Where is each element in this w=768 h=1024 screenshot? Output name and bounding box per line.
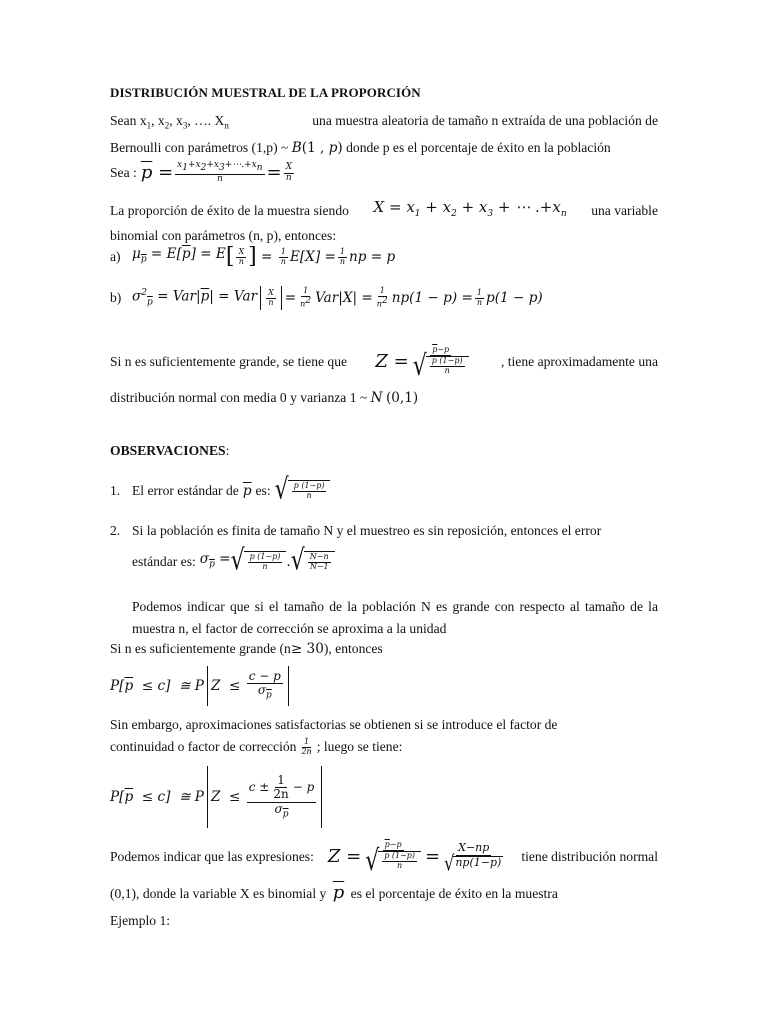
z-equivalence-formula: Z = $\overline{p}-p$ √ $\frac{p (1-p)}{n}$ = X−np √ np(1−p) xyxy=(327,840,502,878)
normal-line: distribución normal con media 0 y varianza 1 ~ N (0,1) xyxy=(110,390,419,406)
binomial-sum-formula: $X = x_1 + x_2 + x_3$ + ⋯ $.+x_n$ xyxy=(373,198,567,219)
item-a-mean: a) $\mu_{\overline{p}} = E[\overline{p}] = E$ [ $\frac{X}{n}$ ] = $\frac{1}{n}$ E[X] = $\frac{1}{n}$ np = p xyxy=(110,244,396,269)
expressions-line-2: (0,1), donde la variable X es binomial y $\overline{p}$ es el porcentaje de éxito en la muestra xyxy=(110,882,558,903)
finite-correction-formula: √ $\frac{p (1-p)}{n}$ xyxy=(231,551,287,574)
bernoulli-formula: B xyxy=(291,139,302,156)
probability-formula-1: $P[\overline{p} \le c]$ ≅ P Z ≤ $\frac{c - p}{\sigma_{\overline{p}}}$ xyxy=(110,664,658,708)
obs-item-2: 2. Si la población es finita de tamaño N y el muestreo es sin reposición, entonces el error estándar es: $\sigma_{\overline{p}}$ = √ $\frac{p (1-p)}{n}$ . √ $\frac{N-n}{N-1}$ Podemos indicar que si el tamaño de la población N es grande con respecto al tamaño de la muestra n, el factor de corrección se aproxima a la unidad xyxy=(110,520,658,640)
proportion-paragraph: La proporción de éxito de la muestra siendo $X = x_1 + x_2 + x_3$ + ⋯ $.+x_n$ una variable binomial con parámetros (n, p), entonces: xyxy=(110,198,658,243)
standard-error-formula: √ $\frac{p (1-p)}{n}$ xyxy=(275,480,331,503)
large-n-paragraph: Si n es suficientemente grande, se tiene que Z = $\overline{p}-p$ √ $\frac{p (1-p)}{n}$ , tiene aproximadamente una xyxy=(110,345,658,383)
continuity-paragraph: Sin embargo, aproximaciones satisfactorias se obtienen si se introduce el factor de continuidad o factor de corrección $\frac{1}{2n}$ ; luego se tiene: xyxy=(110,717,558,756)
intro-line-1: Sean $x_1$, $x_2$, $x_3$, …. $X_n$ una muestra aleatoria de tamaño n extraída de una población de xyxy=(110,110,658,137)
document-title: DISTRIBUCIÓN MUESTRAL DE LA PROPORCIÓN xyxy=(110,85,421,100)
intro-text-a: una muestra aleatoria de tamaño n extraída de una población de xyxy=(312,113,658,128)
expressions-paragraph: Podemos indicar que las expresiones: Z = $\overline{p}-p$ √ $\frac{p (1-p)}{n}$ = X−np √ np(1−p) tiene distribución normal xyxy=(110,840,658,878)
obs-item-1: 1. El error estándar de $\overline{p}$ es: √ $\frac{p (1-p)}{n}$ xyxy=(110,474,658,508)
observaciones-heading: OBSERVACIONES: xyxy=(110,443,230,458)
probability-formula-2: $P[\overline{p} \le c]$ ≅ P Z ≤ c ± $\frac{1}{2n}$ − p $\sigma_{\overline{p}}$ xyxy=(110,764,658,830)
intro-line-2: Bernoulli con parámetros (1,p) ~ B(1 , p) donde p es el porcentaje de éxito en la población xyxy=(110,139,611,156)
item-b-variance: b) $\sigma^2_{\overline{p}} = Var|\overline{p}|$ = Var $\frac{X}{n}$ = $\frac{1}{n^2}$ Var|X| = $\frac{1}{n^2}$ np(1 − p) = $\frac{1}{n}$ p(1 − p) xyxy=(110,285,543,309)
example-heading: Ejemplo 1: xyxy=(110,913,171,928)
large-n-condition: Si n es suficientemente grande (n≥ 30), entonces xyxy=(110,641,383,657)
obs-note: Podemos indicar que si el tamaño de la población N es grande con respecto al tamaño de la muestra n, el factor de corrección se aproxima a la unidad xyxy=(132,599,658,636)
intro-paragraph xyxy=(110,110,658,159)
z-formula: Z = $\overline{p}-p$ √ $\frac{p (1-p)}{n}$ xyxy=(375,346,472,378)
sea-formula: Sea : $\overline{p}$ = $\frac{x_1+x_2+x_3+\cdots.+x_n}{n}$ = $\frac{X}{n}$ xyxy=(110,160,293,184)
